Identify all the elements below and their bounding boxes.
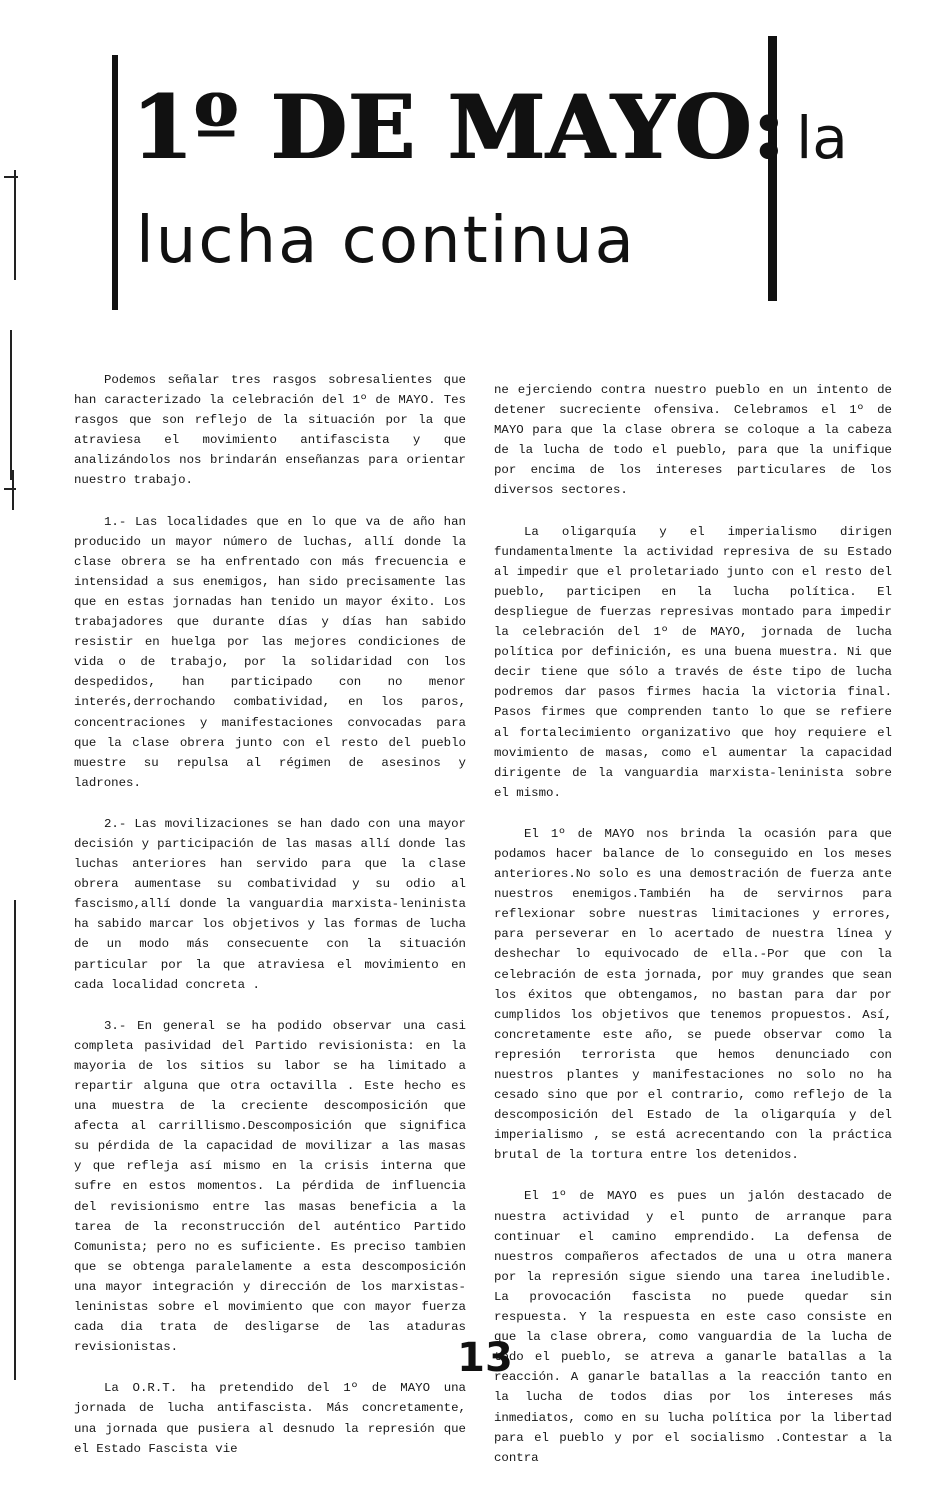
- text-column-right: [494, 380, 892, 1489]
- paragraph: 2.- Las movilizaciones se han dado con una mayor decisión y participación de las masas allí donde las luchas anteriores han servido para que la clase obrera aumentase su combatividad y su odio al fascismo,allí donde la vanguardia marxista-leninista ha sabido marcar los objetivos y las formas de lucha de un modo más consecuente con la situación particular por la que atraviesa el movimiento en cada localidad concreta .: [74, 816, 466, 992]
- paragraph: La O.R.T. ha pretendido del 1º de MAYO una jornada de lucha antifascista. Más concretamente, una jornada que pusiera al desnudo la represión que el Estado Fascista vie: [74, 1381, 466, 1456]
- text-column-left: [74, 370, 466, 1480]
- scan-margin-mark: [14, 170, 16, 280]
- paragraph: La oligarquía y el imperialismo dirigen fundamentalmente la actividad represiva de su Estado al impedir que el proletariado junto con el resto del pueblo, participen en la lucha política. El despliegue de fuerzas represivas montado para impedir la celebración del 1º de MAYO, jornada de lucha política por definición, es una buena muestra. Ni que decir tiene que sólo a través de éste tipo de lucha podremos dar pasos firmes hacia la victoria final. Pasos firmes que comprenden tanto lo que se refiere al fortalecimiento organizativo que hoy requiere el movimiento de masas, como el aumentar la capacidad dirigente de la vanguardia marxista-leninista sobre el mismo.: [494, 524, 892, 800]
- scan-margin-mark: [10, 330, 12, 480]
- paragraph: 3.- En general se ha podido observar una casi completa pasividad del Partido revisionista: en la mayoria de los sitios su labor se ha limitado a repartir alguna que otra octavilla . Este hecho es una muestra de la creciente descomposición que afecta al carrillismo.Descomposición que significa su pérdida de la capacidad de movilizar a las masas y que refleja así mismo en la crisis interna que sufre en estos momentos. La pérdida de influencia del revisionismo entre las masas beneficia a la tarea de la reconstrucción del auténtico Partido Comunista; pero no es suficiente. Es preciso tambien que se obtenga paralelamente a esta descomposición una mayor integración y dirección de los marxistas- leninistas sobre el movimiento que con mayor fuerza cada dia trata de desligarse de las ataduras revisionistas.: [74, 1018, 466, 1355]
- paragraph: Podemos señalar tres rasgos sobresalientes que han caracterizado la celebración del 1º de MAYO. Tes rasgos que son reflejo de la situación por la que atraviesa el movimiento antifascista y que analizándolos nos brindarán enseñanzas para orientar nuestro trabajo.: [74, 373, 466, 488]
- headline-subtitle: lucha continua: [136, 204, 636, 278]
- headline: [132, 72, 848, 182]
- headline-article: la: [796, 104, 848, 172]
- scan-margin-mark: [14, 900, 16, 1380]
- paragraph: ne ejerciendo contra nuestro pueblo en un intento de detener sucreciente ofensiva. Celebramos el 1º de MAYO para que la clase obrera se coloque a la cabeza de la lucha de todo el pueblo, para que la unifique por encima de los intereses particulares de los diversos sectores.: [494, 383, 892, 498]
- title-rule-left: [112, 55, 118, 310]
- scan-margin-mark: [12, 470, 14, 510]
- scan-margin-mark: [4, 488, 16, 490]
- paragraph: 1.- Las localidades que en lo que va de año han producido un mayor número de luchas, allí donde la clase obrera se ha enfrentado con más frecuencia e intensidad a sus enemigos, han sido precisamente las que en estas jornadas han tenido un mayor éxito. Los trabajadores que durante días y días han sabido resistir en huelga por las mejores condiciones de vida o de trabajo, por la solidaridad con los despedidos, han participado con no menor interés,derrochando combatividad, en los paros, concentraciones y manifestaciones convocadas para que la clase obrera junto con el resto del pueblo muestre su repulsa al régimen de asesinos y ladrones.: [74, 514, 466, 790]
- paragraph: El 1º de MAYO nos brinda la ocasión para que podamos hacer balance de lo conseguido en los meses anteriores.No solo es una demostración de fuerza ante nuestros enemigos.También ha de servirnos para reflexionar sobre nuestras limitaciones y errores, para perseverar en lo acertado de nuestra línea y deshechar lo equivocado de ella.-Por que con la celebración de esta jornada, por muy grandes que sean los éxitos que obtengamos, no bastan para dar por cumplidos los objetivos que tenemos propuestos. Así, concretamente este año, se puede observar como la represión terrorista que hemos denunciado con nuestros plantes y manifestaciones no solo no ha cesado sino que por el contrario, como reflejo de la descomposición del Estado de la oligarquía y del imperialismo , se está acrecentando con la práctica brutal de la tortura entre los detenidos.: [494, 826, 892, 1163]
- page-number: 13: [457, 1335, 513, 1381]
- headline-main: 1º DE MAYO:: [132, 75, 787, 179]
- scan-margin-mark: [4, 176, 18, 178]
- paragraph: El 1º de MAYO es pues un jalón destacado de nuestra actividad y el punto de arranque para continuar el camino emprendido. La defensa de nuestros compañeros afectados de una u otra manera por la represión sigue siendo una tarea ineludible. La provocación fascista no puede quedar sin respuesta. Y la respuesta en este caso consiste en que la clase obrera, como vanguardia de la lucha de todo el pueblo, se atreva a ganarle batallas a la reacción. A ganarle batallas a la reacción tanto en la lucha de todos dias por los intereses más inmediatos, como en su lucha política por la libertad para el pueblo y por el socialismo .Contestar a la contra: [494, 1189, 892, 1465]
